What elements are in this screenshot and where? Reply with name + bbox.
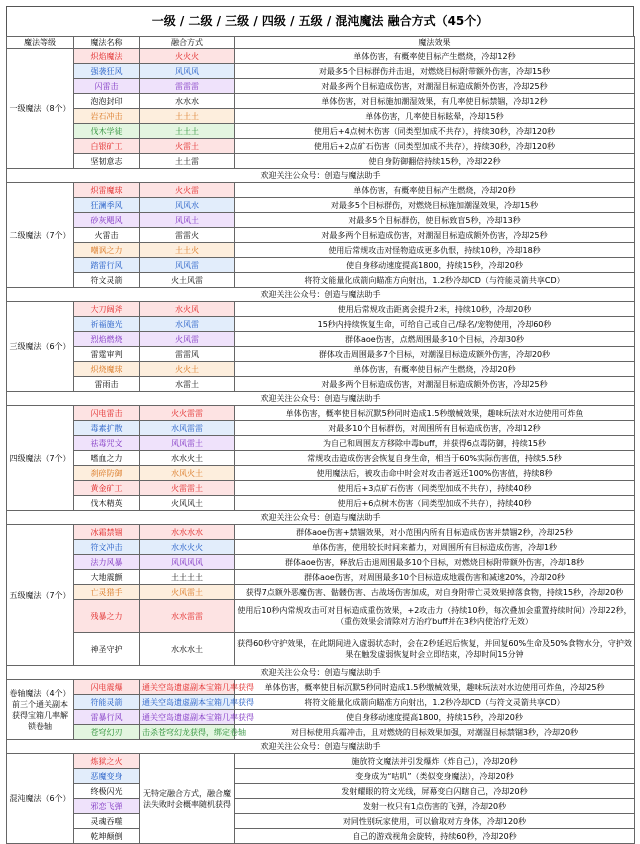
table-row — [7, 600, 635, 633]
magic-combo: 火风风土 — [140, 496, 235, 511]
notice-row — [7, 666, 635, 680]
table-row — [7, 347, 635, 362]
notice-row — [7, 288, 635, 302]
magic-effect: 单体伤害，几率使目标眩晕，冷却15秒 — [235, 109, 635, 124]
header-combo: 融合方式 — [140, 37, 235, 49]
magic-combo: 火火雷 — [140, 183, 235, 198]
magic-name: 亡灵猎手 — [74, 585, 140, 600]
table-row — [7, 228, 635, 243]
magic-name: 强袭狂风 — [74, 64, 140, 79]
magic-combo: 风风土 — [140, 213, 235, 228]
table-row — [7, 555, 635, 570]
magic-combo: 土土火 — [140, 243, 235, 258]
magic-name: 邪恋飞弹 — [74, 799, 140, 814]
magic-effect: 使用后+3点矿石伤害（同类型加成不共存），持续40秒 — [235, 481, 635, 496]
magic-name: 乾坤颠倒 — [74, 829, 140, 844]
magic-combo: 风风水 — [140, 198, 235, 213]
magic-name: 祈福施光 — [74, 317, 140, 332]
magic-combo: 雷雷风 — [140, 347, 235, 362]
table-row — [7, 496, 635, 511]
magic-effect: 使用后+2点矿石伤害（同类型加成不共存），持续30秒，冷却120秒 — [235, 139, 635, 154]
magic-combo: 火土风雷 — [140, 273, 235, 288]
magic-combo: 水风火土 — [140, 466, 235, 481]
magic-effect: 对最多5个目标群伤并击退，对燃烧目标附带额外伤害，冷却15秒 — [235, 64, 635, 79]
notice-text: 欢迎关注公众号：创造与魔法助手 — [7, 392, 635, 406]
magic-name: 符文灵箭 — [74, 273, 140, 288]
magic-name: 符能灵箭 — [74, 695, 140, 710]
table-row — [7, 302, 635, 317]
magic-effect: 获得7点额外恶魔伤害、骷髅伤害、古战场伤害加成，对自身附带亡灵效果掉落食物，持续15秒，冷却20秒 — [235, 585, 635, 600]
magic-name: 雷雨击 — [74, 377, 140, 392]
table-row — [7, 680, 635, 695]
magic-name: 砂灰飓风 — [74, 213, 140, 228]
table-row — [7, 436, 635, 451]
table-row — [7, 362, 635, 377]
table-row — [7, 725, 635, 740]
header-row — [7, 37, 635, 49]
magic-combo: 风风风风 — [140, 555, 235, 570]
notice-text: 欢迎关注公众号：创造与魔法助手 — [7, 740, 635, 754]
magic-combo: 水雷土 — [140, 377, 235, 392]
magic-name: 残暴之力 — [74, 600, 140, 633]
magic-name: 符文冲击 — [74, 540, 140, 555]
magic-effect: 单体伤害，概率使目标沉默5秒同时造成1.5秒缴械效果，趣味玩法对水边使用可炸鱼 — [235, 406, 635, 421]
magic-combo: 火风雷土 — [140, 585, 235, 600]
magic-combo: 土土土土 — [140, 570, 235, 585]
magic-name: 嗜血之力 — [74, 451, 140, 466]
magic-name: 岩石冲击 — [74, 109, 140, 124]
magic-effect: 施放符文魔法并引发爆炸（炸自己），冷却20秒 — [235, 754, 635, 769]
magic-effect: 获得60秒守护效果，在此期间进入虚弱状态时，会在2秒延迟后恢复，并回复60%生命及50%食物水分，守护效果在触发虚弱恢复时会立即结束，冷却时间15分钟 — [235, 633, 635, 666]
magic-effect: 对最多两个目标造成伤害，对潮湿目标造成额外伤害，冷却25秒 — [235, 228, 635, 243]
magic-effect: 使用魔法后，被攻击命中时会对攻击者返还100%伤害值，持续8秒 — [235, 466, 635, 481]
magic-effect: 群体aoe伤害，对周围最多10个目标造成地震伤害和减速20%，冷却20秒 — [235, 570, 635, 585]
magic-level: 卷轴魔法（4个）前三个通关副本获得宝箱几率解锁卷轴 — [7, 680, 74, 740]
magic-name: 苍穹幻刃 — [74, 725, 140, 740]
magic-effect: 单体伤害，对目标施加潮湿效果，有几率使目标禁锢，冷却12秒 — [235, 94, 635, 109]
table-row — [7, 466, 635, 481]
magic-effect: 群体攻击周围最多7个目标，对潮湿目标造成额外伤害，冷却20秒 — [235, 347, 635, 362]
notice-text: 欢迎关注公众号：创造与魔法助手 — [7, 288, 635, 302]
magic-combo: 击杀苍穹幻龙获得，绑定卷轴 — [140, 725, 235, 740]
magic-combo: 土土雷 — [140, 154, 235, 169]
magic-effect: 使自身防御翻倍持续15秒，冷却22秒 — [235, 154, 635, 169]
magic-combo: 风风风 — [140, 64, 235, 79]
table-row — [7, 633, 635, 666]
header-name: 魔法名称 — [74, 37, 140, 49]
table-row — [7, 451, 635, 466]
magic-level: 五级魔法（7个） — [7, 525, 74, 666]
magic-effect: 使用后+6点树木伤害（同类型加成不共存），持续40秒 — [235, 496, 635, 511]
magic-name: 泡泡封印 — [74, 94, 140, 109]
magic-combo: 水水水 — [140, 94, 235, 109]
table-row — [7, 695, 635, 710]
magic-combo: 风风雷土 — [140, 436, 235, 451]
header-level: 魔法等级 — [7, 37, 74, 49]
table-row — [7, 784, 635, 799]
magic-effect: 群体aoe伤害，点燃周围最多10个目标，冷却30秒 — [235, 332, 635, 347]
page-title: 一级 / 二级 / 三级 / 四级 / 五级 / 混沌魔法 融合方式（45个） — [6, 6, 634, 36]
magic-effect: 单体伤害，概率使目标沉默5秒同时造成1.5秒缴械效果，趣味玩法对水边使用可炸鱼，冷却25秒 — [235, 680, 635, 695]
notice-text: 欢迎关注公众号：创造与魔法助手 — [7, 511, 635, 525]
table-row — [7, 183, 635, 198]
table-row — [7, 710, 635, 725]
magic-effect: 对最多5个目标群伤，使目标致盲5秒，冷却13秒 — [235, 213, 635, 228]
magic-effect: 对最多两个目标造成伤害，对潮湿目标造成额外伤害，冷却25秒 — [235, 79, 635, 94]
table-row — [7, 481, 635, 496]
magic-combo: 火雷土 — [140, 139, 235, 154]
notice-row — [7, 511, 635, 525]
magic-name: 炽雷魔球 — [74, 183, 140, 198]
table-row — [7, 570, 635, 585]
magic-name: 刹碎防御 — [74, 466, 140, 481]
magic-effect: 单体伤害，有概率使目标产生燃烧，冷却20秒 — [235, 362, 635, 377]
magic-effect: 常规攻击造成伤害会恢复自身生命，相当于60%实际伤害值，持续5.5秒 — [235, 451, 635, 466]
magic-name: 大刀阔斧 — [74, 302, 140, 317]
table-row — [7, 273, 635, 288]
magic-effect: 对最多两个目标造成伤害，对潮湿目标造成额外伤害，冷却25秒 — [235, 377, 635, 392]
magic-combo: 水水火火 — [140, 540, 235, 555]
table-row — [7, 49, 635, 64]
magic-name: 伐木精英 — [74, 496, 140, 511]
table-row — [7, 540, 635, 555]
magic-effect: 15秒内持续恢复生命，可给自己或自己/绿名/宠物使用，冷却60秒 — [235, 317, 635, 332]
magic-effect: 群体aoe伤害，释放后击退周围最多10个目标，对燃烧目标附带额外伤害，冷却18秒 — [235, 555, 635, 570]
magic-name: 雷暴行风 — [74, 710, 140, 725]
table-row — [7, 154, 635, 169]
magic-effect: 变身成为“咕叽”（类似变身魔法），冷却20秒 — [235, 769, 635, 784]
magic-name: 烈焰燃烧 — [74, 332, 140, 347]
notice-row — [7, 392, 635, 406]
magic-table — [6, 36, 635, 844]
table-row — [7, 814, 635, 829]
magic-effect: 使用后10秒内常规攻击可对目标造成重伤效果，+2攻击力（持续10秒，每次叠加会重置持续时间）冷却22秒，（重伤效果会清除对方治疗buff并在3秒内使治疗无效） — [235, 600, 635, 633]
magic-effect: 对目标使用兵霜冲击，且对燃烧的目标效果加强，对潮湿目标禁锢3秒，冷却20秒 — [235, 725, 635, 740]
magic-effect: 发射一枚只有1点伤害的飞弹，冷却20秒 — [235, 799, 635, 814]
magic-name: 法力风暴 — [74, 555, 140, 570]
magic-name: 炽焰魔法 — [74, 49, 140, 64]
magic-effect: 对最多10个目标群伤，对周围所有目标造成伤害，冷却12秒 — [235, 421, 635, 436]
magic-effect: 使用后常规攻击距离会提升2米，持续10秒，冷却20秒 — [235, 302, 635, 317]
table-row — [7, 94, 635, 109]
magic-name: 祛毒咒文 — [74, 436, 140, 451]
table-row — [7, 406, 635, 421]
table-row — [7, 421, 635, 436]
magic-effect: 将符文能量化成箭向瞄准方向射出，1.2秒冷却CD（与符能灵箭共享CD） — [235, 273, 635, 288]
magic-combo: 火风雷 — [140, 332, 235, 347]
magic-level: 一级魔法（8个） — [7, 49, 74, 169]
notice-text: 欢迎关注公众号：创造与魔法助手 — [7, 169, 635, 183]
magic-combo: 通关空岛遗虚副本宝箱几率获得 — [140, 710, 235, 725]
magic-level: 三级魔法（6个） — [7, 302, 74, 392]
magic-combo: 火火火 — [140, 49, 235, 64]
magic-effect: 群体aoe伤害+禁锢效果，对小范围内所有目标造成伤害并禁锢2秒，冷却25秒 — [235, 525, 635, 540]
table-row — [7, 317, 635, 332]
magic-name: 闪电震爆 — [74, 680, 140, 695]
table-row — [7, 525, 635, 540]
magic-effect: 使用后+4点树木伤害（同类型加成不共存），持续30秒，冷却120秒 — [235, 124, 635, 139]
magic-name: 毒素扩散 — [74, 421, 140, 436]
table-row — [7, 198, 635, 213]
notice-row — [7, 169, 635, 183]
magic-effect: 单体伤害，有概率使目标产生燃烧，冷却12秒 — [235, 49, 635, 64]
magic-effect: 自己的游戏视角会旋转，持续60秒，冷却20秒 — [235, 829, 635, 844]
table-row — [7, 769, 635, 784]
magic-name: 炼狱之火 — [74, 754, 140, 769]
magic-name: 白银矿工 — [74, 139, 140, 154]
magic-effect: 使自身移动速度提高1800，持续15秒，冷却20秒 — [235, 710, 635, 725]
magic-level: 混沌魔法（6个） — [7, 754, 74, 844]
magic-combo: 土土土 — [140, 124, 235, 139]
magic-combo: 水火风 — [140, 302, 235, 317]
magic-effect: 使自身移动速度提高1800，持续15秒，冷却20秒 — [235, 258, 635, 273]
magic-combo: 土土土 — [140, 109, 235, 124]
magic-name: 大地震颤 — [74, 570, 140, 585]
magic-effect: 对同性别玩家使用，可以偷取对方身体，冷却120秒 — [235, 814, 635, 829]
magic-combo: 雷雷火 — [140, 228, 235, 243]
magic-combo: 火雷雷土 — [140, 481, 235, 496]
magic-effect: 将符文能量化成箭向瞄准方向射出，1.2秒冷却CD（与符文灵箭共享CD） — [235, 695, 635, 710]
table-row — [7, 377, 635, 392]
magic-name: 坚韧意志 — [74, 154, 140, 169]
table-row — [7, 829, 635, 844]
table-row — [7, 799, 635, 814]
magic-effect: 发射耀眼的符文光线，屏幕变白闪瞎自己，冷却20秒 — [235, 784, 635, 799]
magic-name: 黄金矿工 — [74, 481, 140, 496]
magic-name: 冰霜禁锢 — [74, 525, 140, 540]
magic-level: 二级魔法（7个） — [7, 183, 74, 288]
magic-effect: 为自己和周围友方移除中毒buff，并获得6点毒防御，持续15秒 — [235, 436, 635, 451]
table-row — [7, 243, 635, 258]
notice-text: 欢迎关注公众号：创造与魔法助手 — [7, 666, 635, 680]
magic-name: 伐木学徒 — [74, 124, 140, 139]
table-row — [7, 754, 635, 769]
table-row — [7, 258, 635, 273]
magic-combo: 火火土 — [140, 362, 235, 377]
header-effect: 魔法效果 — [235, 37, 635, 49]
magic-name: 终极闪光 — [74, 784, 140, 799]
magic-combo: 水水水水 — [140, 525, 235, 540]
magic-combo: 通关空岛遗虚副本宝箱几率获得 — [140, 680, 235, 695]
notice-row — [7, 740, 635, 754]
magic-name: 神圣守护 — [74, 633, 140, 666]
magic-effect: 单体伤害，使用较长时间来蓄力，对周围所有目标造成伤害，冷却1秒 — [235, 540, 635, 555]
table-row — [7, 213, 635, 228]
magic-name: 火雷击 — [74, 228, 140, 243]
magic-combo: 风风雷 — [140, 258, 235, 273]
magic-effect: 对最多5个目标群伤，对燃烧目标施加潮湿效果，冷却15秒 — [235, 198, 635, 213]
magic-name: 灵魂吞噬 — [74, 814, 140, 829]
table-row — [7, 139, 635, 154]
table-row — [7, 79, 635, 94]
magic-name: 闪电雷击 — [74, 406, 140, 421]
table-row — [7, 124, 635, 139]
magic-combo: 水风雷雷 — [140, 421, 235, 436]
magic-effect: 单体伤害，有概率使目标产生燃烧，冷却20秒 — [235, 183, 635, 198]
table-row — [7, 332, 635, 347]
magic-name: 嘲讽之力 — [74, 243, 140, 258]
magic-combo: 水水雷雷 — [140, 600, 235, 633]
magic-level: 四级魔法（7个） — [7, 406, 74, 511]
magic-name: 踏雷行风 — [74, 258, 140, 273]
magic-combo: 雷雷雷 — [140, 79, 235, 94]
magic-combo: 水水火土 — [140, 451, 235, 466]
magic-combo: 火火雷雷 — [140, 406, 235, 421]
table-row — [7, 64, 635, 79]
magic-combo: 水水水土 — [140, 633, 235, 666]
magic-combo: 水风雷 — [140, 317, 235, 332]
magic-name: 雷霆审判 — [74, 347, 140, 362]
document — [6, 6, 634, 844]
magic-combo: 无特定融合方式，融合魔法失败时会概率随机获得 — [140, 754, 235, 844]
magic-combo: 通关空岛遗虚副本宝箱几率获得 — [140, 695, 235, 710]
magic-name: 闪雷击 — [74, 79, 140, 94]
magic-name: 狂澜季风 — [74, 198, 140, 213]
magic-name: 炽烧魔球 — [74, 362, 140, 377]
magic-effect: 使用后常规攻击对怪物造成更多仇恨，持续10秒，冷却18秒 — [235, 243, 635, 258]
table-row — [7, 585, 635, 600]
table-row — [7, 109, 635, 124]
magic-name: 恶魔变身 — [74, 769, 140, 784]
